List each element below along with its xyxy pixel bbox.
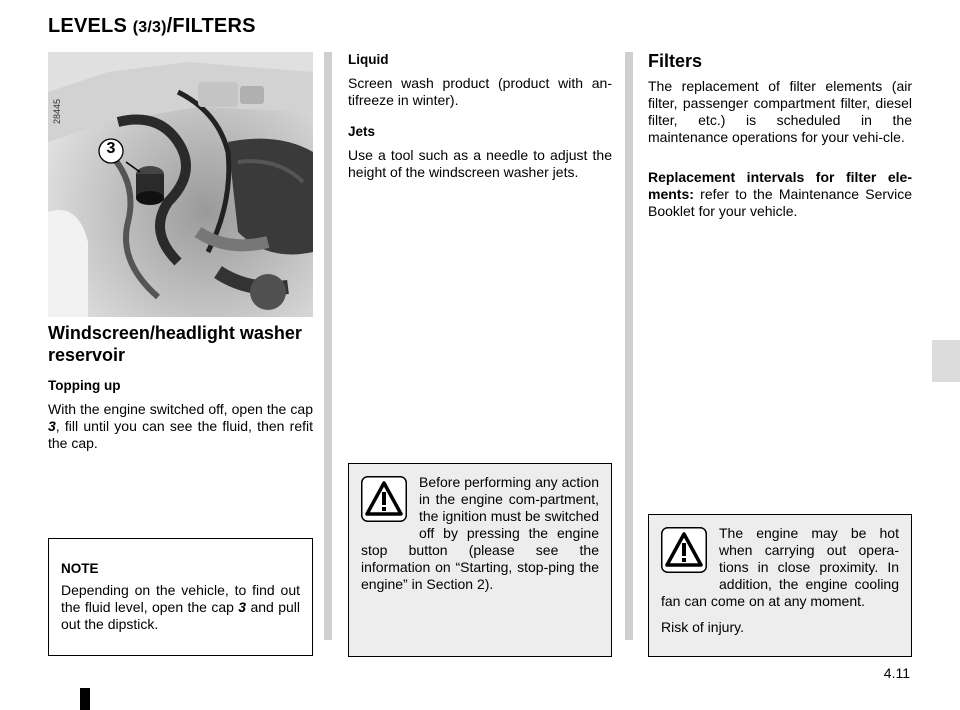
title-end: /FILTERS bbox=[166, 15, 256, 37]
liquid-heading: Liquid bbox=[348, 52, 389, 67]
warning-text: Before performing any action in the engine com-partment, the ignition must be switched off by pressing the engine stop button (please see the information on “Starting, stop-ping the engine” in Section 2). bbox=[361, 474, 599, 592]
filters-text: The replacement of filter elements (air filter, passenger compartment filter, diesel filter, etc.) is scheduled in the maintenance operations for your vehi-cle. bbox=[648, 78, 912, 145]
jets-text: Use a tool such as a needle to adjust the height of the windscreen washer jets. bbox=[348, 147, 612, 180]
column-divider bbox=[625, 52, 633, 640]
photo-reference-number: 28445 bbox=[52, 98, 62, 124]
topping-up-heading: Topping up bbox=[48, 378, 121, 393]
section-side-tab bbox=[932, 340, 960, 382]
topping-up-text: With the engine switched off, open the cap 3, fill until you can see the fluid, then refit the cap. bbox=[48, 401, 313, 451]
warning-box-ignition bbox=[348, 463, 612, 657]
title-main: LEVELS bbox=[48, 15, 133, 37]
warning-box-hot-engine bbox=[648, 514, 912, 657]
section-title-washer-reservoir: Windscreen/headlight washer reservoir bbox=[48, 323, 302, 365]
risk-text: Risk of injury. bbox=[661, 619, 744, 635]
note-text: Depending on the vehicle, to find out the fluid level, open the cap 3 and pull out the dipstick. bbox=[61, 582, 301, 632]
engine-illustration bbox=[48, 52, 313, 317]
engine-compartment-photo bbox=[48, 52, 313, 317]
filters-title: Filters bbox=[648, 51, 703, 71]
jets-heading: Jets bbox=[348, 124, 376, 139]
note-label: NOTE bbox=[61, 561, 99, 576]
intervals-text: Replacement intervals for filter ele-ments: refer to the Maintenance Service Booklet for your vehicle. bbox=[648, 169, 912, 219]
title-part: (3/3) bbox=[132, 19, 167, 36]
corner-mark bbox=[80, 688, 90, 710]
column-divider bbox=[324, 52, 332, 640]
note-box bbox=[48, 538, 313, 656]
liquid-text: Screen wash product (product with an-tifreeze in winter). bbox=[348, 75, 612, 108]
warning-triangle-icon bbox=[361, 476, 407, 522]
warning-text: The engine may be hot when carrying out opera-tions in close proximity. In addition, the engine cooling fan can come on at any moment. bbox=[661, 525, 899, 609]
page-title bbox=[48, 15, 256, 38]
callout-3-label: 3 bbox=[106, 140, 116, 157]
page-number: 4.11 bbox=[883, 665, 910, 681]
warning-triangle-icon bbox=[661, 527, 707, 573]
